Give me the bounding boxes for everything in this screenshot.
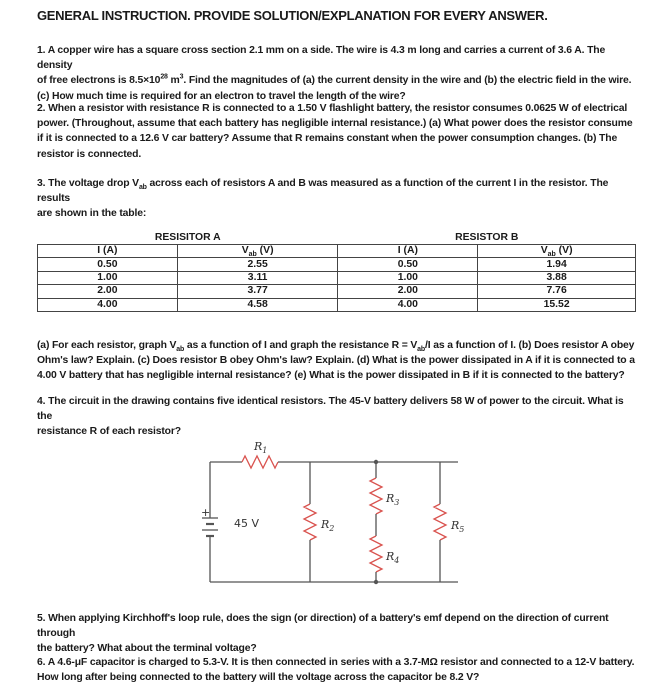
cell-vb: 7.76 [478, 285, 636, 298]
cell-ia: 4.00 [38, 298, 178, 311]
label-battery-plus: + [201, 506, 211, 519]
q1-line-3: (c) How much time is required for an electron to travel the length of the wire? [37, 90, 406, 102]
label-r3: $R_3$ [386, 492, 400, 507]
q6-line-2: How long after being connected to the battery will the voltage across the capacitor be 8.2 V? [37, 672, 480, 684]
cell-ib: 1.00 [338, 271, 478, 284]
cell-va: 3.11 [177, 271, 338, 284]
group-resistor-b: RESISTOR B [338, 231, 636, 245]
question-3 [37, 176, 637, 222]
label-battery-voltage: 45 V [234, 517, 260, 530]
q2-line-1: 2. When a resistor with resistance R is connected to a 1.50 V flashlight battery, the resistor consumes 0.0625 W of electrical [37, 103, 628, 114]
cell-vb: 3.88 [478, 271, 636, 284]
question-3-parts [37, 338, 637, 384]
table-group-header [38, 231, 636, 245]
circuit-diagram [190, 436, 480, 592]
q5-line-1: 5. When applying Kirchhoff's loop rule, does the sign (or direction) of a battery's emf depend on the direction of current through [37, 613, 609, 640]
cell-ib: 2.00 [338, 285, 478, 298]
cell-ib: 4.00 [338, 298, 478, 311]
q2-line-3: if it is connected to a 12.6 V car battery? Assume that R remains constant when the power consumption changes. (b) The [37, 133, 618, 145]
header-voltage-b: $V_{ab}$ (V) [478, 245, 636, 258]
question-2 [37, 101, 637, 162]
label-r1: $R_1$ [254, 440, 268, 455]
q2-line-2: power. (Throughout, assume that each battery has negligible internal resistance.) (a) What power does the resistor consume [37, 118, 633, 130]
cell-va: 4.58 [177, 298, 338, 311]
question-5 [37, 611, 637, 657]
resistor-r4 [370, 536, 382, 572]
q3-line-1: 3. The voltage drop $V_{ab}$ across each of resistors A and B was measured as a function of the current I in the resistor. The results [37, 178, 609, 205]
q3b-line-3: 4.00 V battery that has negligible internal resistance? (e) What is the power dissipated in B if it is connected to the battery? [37, 370, 625, 382]
q2-line-4: resistor is connected. [37, 148, 142, 160]
resistor-r1 [242, 456, 278, 468]
page-heading: GENERAL INSTRUCTION. PROVIDE SOLUTION/EXPLANATION FOR EVERY ANSWER. [37, 8, 548, 23]
table-row [38, 271, 636, 284]
junction-dot [374, 460, 378, 464]
header-voltage-a: $V_{ab}$ (V) [177, 245, 338, 258]
junction-dot [374, 580, 378, 584]
resistor-r5 [434, 504, 446, 540]
resistor-r2 [304, 504, 316, 540]
table-row [38, 258, 636, 271]
cell-va: 2.55 [177, 258, 338, 271]
q4-line-1: 4. The circuit in the drawing contains five identical resistors. The 45-V battery delivers 58 W of power to the circuit. What is the [37, 396, 624, 423]
question-6 [37, 655, 637, 685]
cell-vb: 15.52 [478, 298, 636, 311]
q3b-line-1: (a) For each resistor, graph $V_{ab}$ as a function of I and graph the resistance $R = V_{ab}/I$ as a function of I. (b) Does resistor A obey [37, 340, 635, 354]
q4-line-2: resistance R of each resistor? [37, 426, 181, 438]
q3b-line-2: Ohm's law? Explain. (c) Does resistor B obey Ohm's law? Explain. (d) What is the power dissipated in A if it is connected to a [37, 355, 635, 367]
label-r5: $R_5$ [451, 519, 465, 534]
resistor-r3 [370, 478, 382, 514]
cell-ia: 2.00 [38, 285, 178, 298]
header-current-b: I (A) [338, 245, 478, 258]
q6-line-1: 6. A 4.6-μF capacitor is charged to 5.3-V. It is then connected in series with a 3.7-MΩ resistor and connected to a 12-V battery. [37, 657, 635, 668]
resistor-data-table [37, 231, 636, 312]
cell-ia: 1.00 [38, 271, 178, 284]
question-4 [37, 394, 637, 440]
label-r4: $R_4$ [386, 550, 400, 565]
cell-va: 3.77 [177, 285, 338, 298]
q1-line-1: 1. A copper wire has a square cross section 2.1 mm on a side. The wire is 4.3 m long and carries a current of 3.6 A. The density [37, 45, 606, 72]
label-r2: $R_2$ [321, 518, 335, 533]
q5-line-2: the battery? What about the terminal voltage? [37, 643, 257, 655]
header-current-a: I (A) [38, 245, 178, 258]
question-1 [37, 43, 637, 104]
table-row [38, 298, 636, 311]
table-header-row [38, 245, 636, 258]
q1-line-2: of free electrons is $8.5\times 10^{28}$ $m^3$. Find the magnitudes of (a) the current density in the wire and (b) the electric field in the wire. [37, 73, 632, 87]
cell-ib: 0.50 [338, 258, 478, 271]
group-resistor-a: RESISITOR A [38, 231, 338, 245]
cell-vb: 1.94 [478, 258, 636, 271]
cell-ia: 0.50 [38, 258, 178, 271]
table-row [38, 285, 636, 298]
q3-line-2: are shown in the table: [37, 208, 147, 220]
